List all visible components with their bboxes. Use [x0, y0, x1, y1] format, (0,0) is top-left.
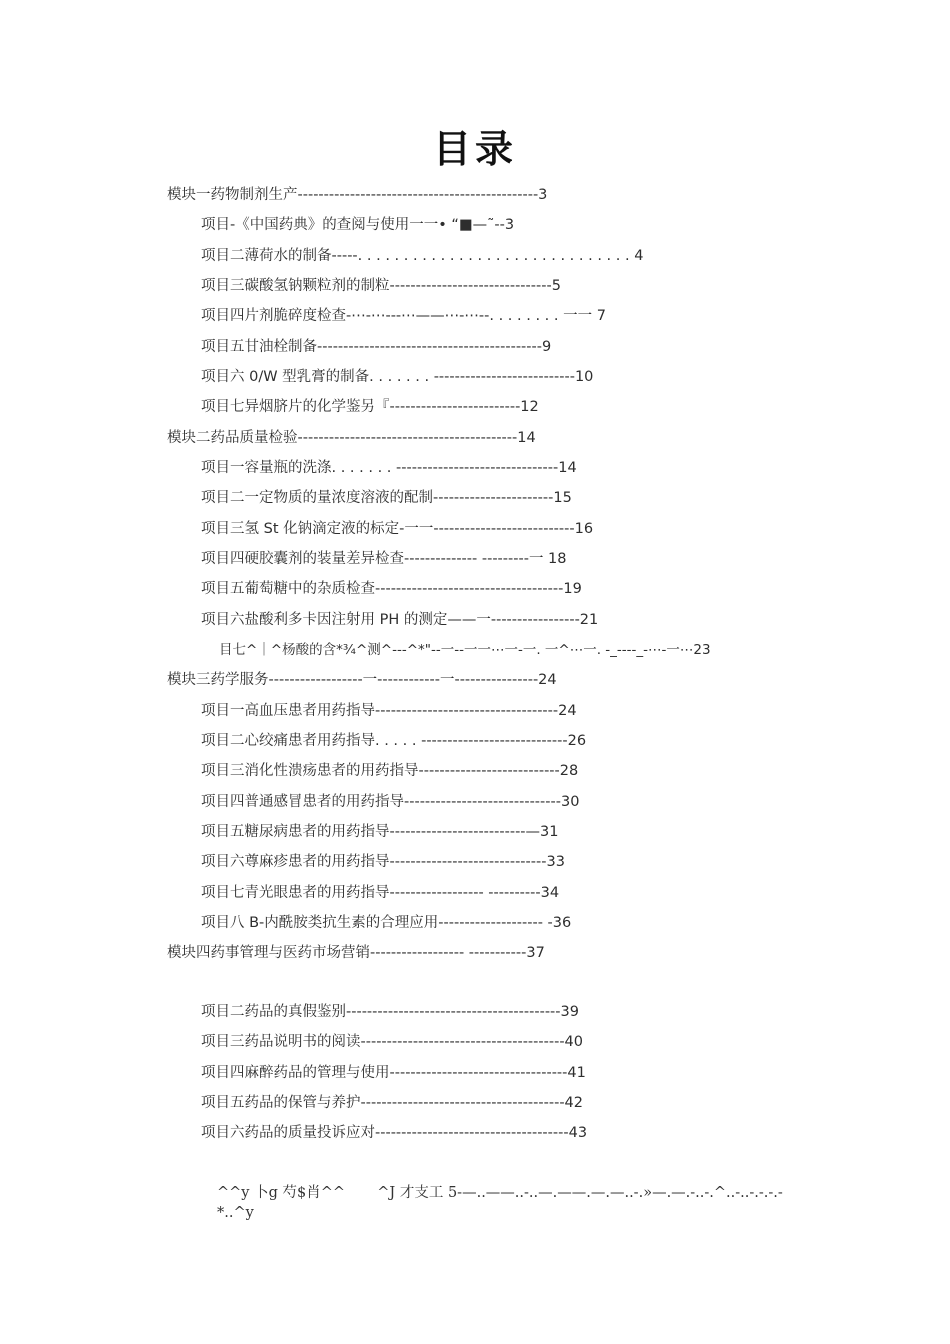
toc-item-entry: 项目四麻醉药品的管理与使用----------------------------------41 [201, 1065, 586, 1081]
toc-item-entry: 项目二一定物质的量浓度溶液的配制-----------------------15 [201, 490, 572, 506]
page-title: 目录 [432, 127, 517, 171]
toc-item-entry: 项目四硬胶囊剂的装量差异检查-------------- ---------一 18 [201, 551, 567, 567]
toc-module-entry: 模块一药物制剂生产----------------------------------------------3 [167, 187, 548, 203]
toc-item-entry: 项目三药品说明书的阅读---------------------------------------40 [201, 1034, 584, 1050]
toc-item-entry: 项目六尊麻疹患者的用药指导------------------------------33 [201, 854, 565, 870]
toc-item-entry: 项目-《中国药典》的查阅与使用一一• “■—˜--3 [201, 217, 515, 233]
toc-module-entry: 模块二药品质量检验------------------------------------------14 [167, 430, 536, 446]
toc-item-entry: 项目一高血压患者用药指导-----------------------------------24 [201, 703, 577, 719]
toc-item-entry: 项目六药品的质量投诉应对-------------------------------------43 [201, 1125, 588, 1141]
toc-item-entry: 项目五糖尿病患者的用药指导--------------------------—31 [201, 824, 559, 840]
toc-item-entry: 项目五葡萄糖中的杂质检查------------------------------------19 [201, 581, 582, 597]
toc-item-entry: 项目八 B-内酰胺类抗生素的合理应用-------------------- -36 [201, 915, 572, 931]
toc-module-entry: 模块四药事管理与医药市场营销------------------ -----------37 [167, 945, 545, 961]
toc-item-entry: 项目一容量瓶的洗涤. . . . . . . -------------------------------14 [201, 460, 577, 476]
toc-item-entry: 项目二药品的真假鉴别-----------------------------------------39 [201, 1004, 579, 1020]
garbled-footer-text: ^^y 卜g 芍$肖^^ ^J 才支工 5-—..——..-..—.——.—.—..-.»—.—.-..-.^..-..-.-.-.-*..^y [217, 1185, 783, 1221]
toc-item-entry: 项目五甘油栓制备-------------------------------------------9 [201, 339, 552, 355]
toc-item-entry: 项目三碳酸氢钠颗粒剂的制粒-------------------------------5 [201, 278, 561, 294]
toc-item-entry: 项目三消化性溃疡患者的用药指导---------------------------28 [201, 763, 579, 779]
toc-item-entry: 项目三氢 St 化钠滴定液的标定-一一---------------------------16 [201, 521, 594, 537]
toc-item-entry: 项目四普通感冒患者的用药指导------------------------------30 [201, 794, 580, 810]
toc-module-entry: 模块三药学服务------------------一------------一----------------24 [167, 672, 557, 688]
toc-item-entry: 项目五药品的保管与养护---------------------------------------42 [201, 1095, 584, 1111]
toc-item-entry: 项目二薄荷水的制备-----. . . . . . . . . . . . . . . . . . . . . . . . . . . . . . 4 [201, 248, 644, 264]
toc-item-entry: 项目四片剂脆碎度检查-⋯-⋯---⋯——⋯-⋯--. . . . . . . . 一一 7 [201, 308, 606, 324]
toc-item-entry: 项目七异烟脐片的化学鉴另『-------------------------12 [201, 399, 539, 415]
toc-item-entry: 项目六 0/W 型乳膏的制备. . . . . . . ---------------------------10 [201, 369, 594, 385]
toc-item-entry: 项目六盐酸利多卡因注射用 PH 的测定——一-----------------21 [201, 612, 599, 628]
toc-item-entry: 项目七青光眼患者的用药指导------------------ ----------34 [201, 885, 560, 901]
toc-item-entry: 项目二心绞痛患者用药指导. . . . . ----------------------------26 [201, 733, 587, 749]
toc-item-entry: 目七^｜^杨酸的含*¾^测^---^*"--一--一一⋯一-一. 一^⋯一. -_----_-⋯-一⋯23 [219, 642, 711, 658]
